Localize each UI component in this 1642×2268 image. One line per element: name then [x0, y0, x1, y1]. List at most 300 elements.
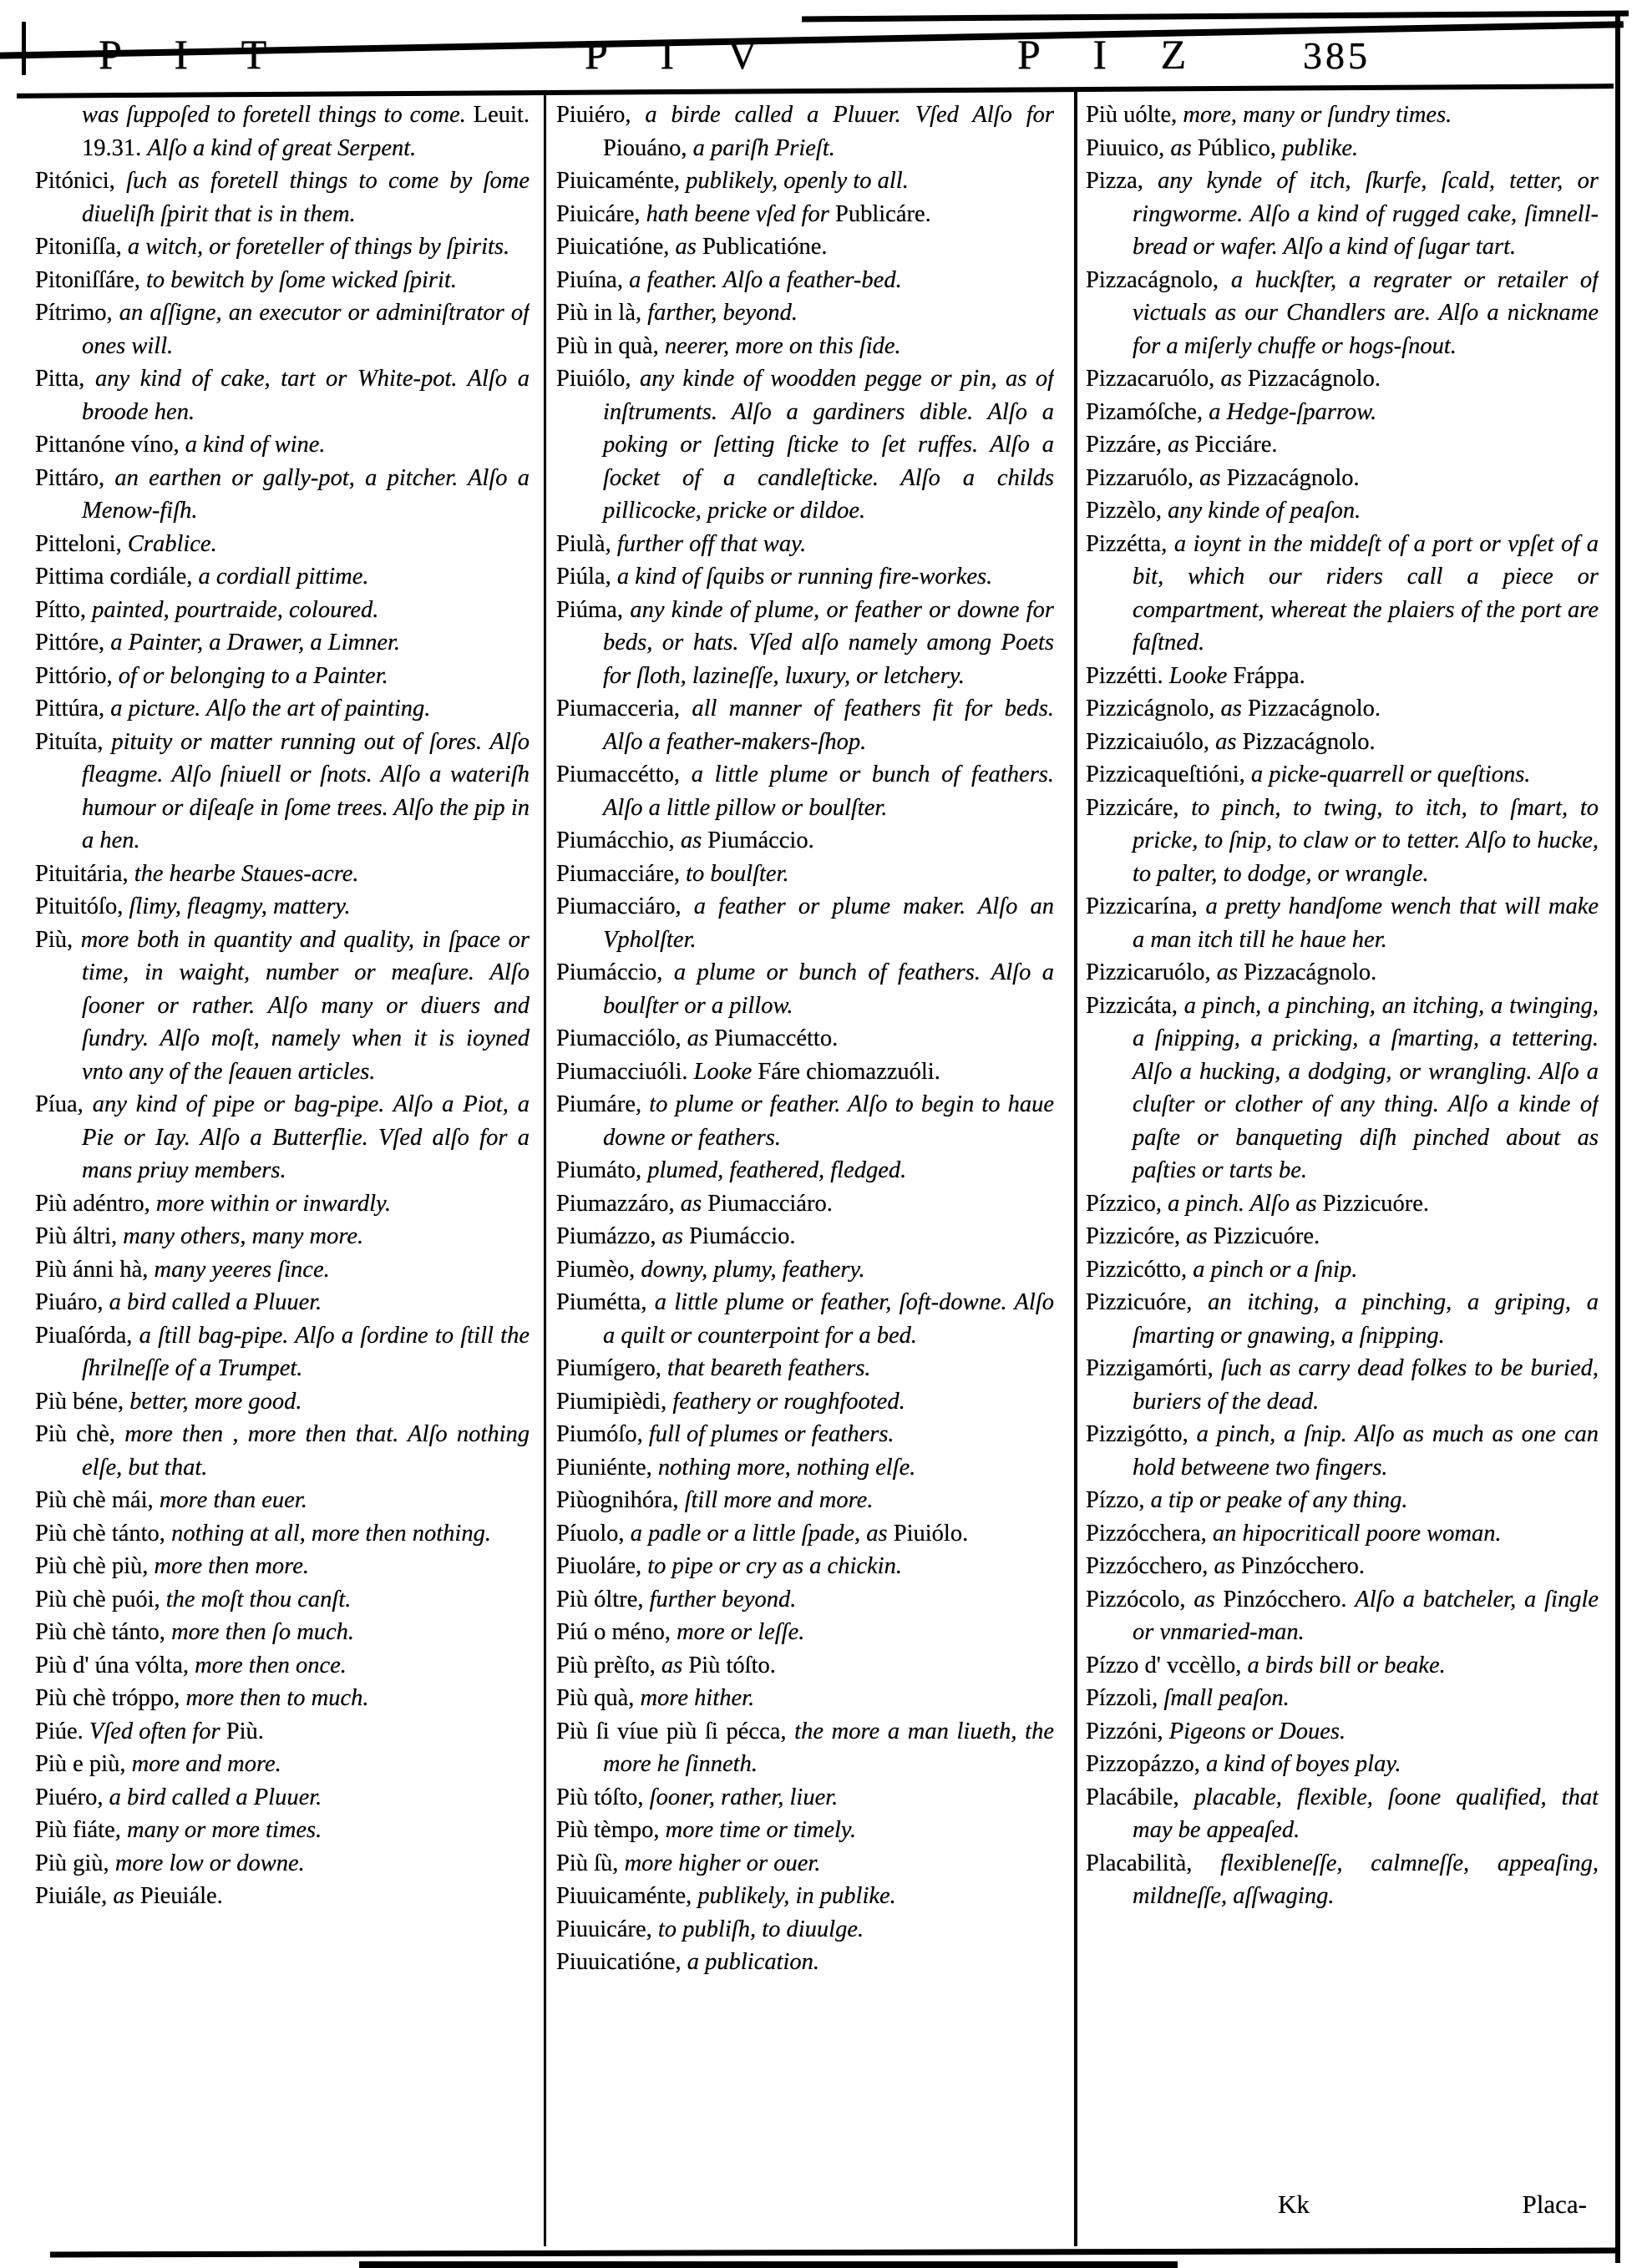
headword-text: Piuuicaménte, [556, 1883, 698, 1909]
definition-text: any kinde of plume, or feather or downe for beds, or hats. Vſed alſo namely among Poets for ſloth, lazineſſe, luxury, or letchery. [603, 596, 1054, 689]
definition-text: feathery or roughfooted. [672, 1388, 905, 1415]
headword-text: Pizzicaruólo, [1086, 959, 1217, 985]
headword-text: Pittáro, [35, 464, 115, 491]
definition-text: downy, plumy, feathery. [641, 1256, 865, 1283]
headword-text: Publicáre. [835, 200, 931, 227]
dictionary-entry [35, 692, 530, 726]
definition-text: a bird called a Pluuer. [109, 1289, 322, 1315]
headword-text: Pizzacágnolo. [1247, 696, 1381, 721]
headword-text: Piumáccio. [707, 828, 814, 853]
dictionary-entry [35, 1319, 530, 1385]
column-divider-1 [544, 92, 546, 2246]
headword-text: Pittúra, [35, 696, 111, 721]
definition-text: a kind of ſquibs or running fire-workes. [616, 564, 993, 590]
dictionary-entry [35, 1286, 530, 1319]
headword-text: Pítrimo, [35, 300, 119, 326]
headword-text: Pizzigamórti, [1086, 1355, 1221, 1381]
headword-text: Pizzicáta, [1086, 992, 1184, 1019]
dictionary-entry [1086, 758, 1599, 792]
definition-text: Crablice. [127, 530, 217, 557]
dictionary-entry [35, 1484, 530, 1517]
definition-text: flexibleneſſe, calmneſſe, appeaſing, mildneſſe, aſſwaging. [1133, 1850, 1599, 1909]
headword-text: Piumacciáre, [556, 860, 687, 887]
dictionary-entry [1086, 660, 1599, 693]
dictionary-entry [556, 1616, 1054, 1649]
definition-text: more then ſo much. [171, 1619, 355, 1645]
headword-text: Pízzo d' vccèllo, [1086, 1652, 1248, 1678]
definition-text: full of plumes or feathers. [648, 1421, 894, 1447]
dictionary-entry [35, 1748, 530, 1781]
dictionary-entry [556, 362, 1054, 528]
definition-text: as [687, 1025, 715, 1051]
dictionary-entry [1086, 1418, 1599, 1484]
definition-text: an aſſigne, an executor or adminiſtrator of ones will. [82, 300, 530, 359]
headword-text: Pizzicuóre, [1086, 1289, 1209, 1315]
dictionary-entry [35, 296, 530, 362]
dictionary-entry [35, 660, 530, 693]
headword-text: Pizzicuóre. [1213, 1223, 1320, 1249]
top-border-rule-upper [802, 11, 1629, 23]
definition-text: as [113, 1883, 140, 1909]
definition-text: more or leſſe. [677, 1619, 805, 1645]
headword-text: Più e più, [35, 1751, 132, 1777]
headword-text: Più chè, [35, 1421, 125, 1447]
definition-text: more then , more then that. Alſo nothing elſe, but that. [82, 1421, 530, 1481]
headword-text: Più chè tánto, [35, 1520, 172, 1547]
dictionary-entry [1086, 1781, 1599, 1847]
dictionary-entry [1086, 1583, 1599, 1649]
definition-text: to boulſter. [686, 860, 789, 887]
definition-text: painted, pourtraide, coloured. [92, 596, 379, 623]
headword-text: Público, [1197, 134, 1283, 161]
headword-text: Piumacciuóli. [556, 1058, 694, 1085]
header-divider-rule [17, 84, 1614, 99]
headword-text: Pizzóni, [1086, 1718, 1169, 1744]
definition-text: any kind of cake, tart or White-pot. Alſo a broode hen. [82, 366, 530, 425]
definition-text: Pigeons or Doues. [1168, 1718, 1346, 1744]
headword-text: Placábile, [1086, 1784, 1194, 1810]
definition-text: of or belonging to a Painter. [118, 662, 388, 689]
definition-text: a kind of wine. [185, 432, 326, 458]
dictionary-entry [556, 1056, 1054, 1089]
headword-text: Più chè mái, [35, 1487, 160, 1513]
headword-text: Piuuicatióne, [556, 1949, 687, 1975]
dictionary-entry [1086, 956, 1599, 990]
definition-text: more then to much. [185, 1685, 369, 1711]
definition-text: to pipe or cry as a chickin. [647, 1553, 902, 1579]
headword-text: Più quà, [556, 1685, 641, 1711]
headword-text: Più tèmpo, [556, 1817, 666, 1843]
headword-text: Pizzicaqueſtióni, [1086, 762, 1251, 787]
dictionary-entry [35, 528, 530, 561]
dictionary-entry [556, 1253, 1054, 1287]
definition-text: ſuch as foretell things to come by ſome diueliſh ſpirit that is in them. [82, 168, 530, 227]
dictionary-entry [556, 99, 1054, 165]
definition-text: ſuch as carry dead folkes to be buried, buriers of the dead. [1133, 1355, 1599, 1415]
dictionary-entry [1086, 264, 1599, 363]
definition-text: a pinch or a ſnip. [1193, 1256, 1358, 1283]
headword-text: Piumacciólo, [556, 1025, 687, 1051]
dictionary-entry [556, 1352, 1054, 1385]
dictionary-entry [35, 1418, 530, 1484]
definition-text: Alſo a batcheler, a ſingle or vnmaried-man. [1133, 1586, 1599, 1645]
definition-text: a pretty handſome wench that will make a man itch till he haue her. [1133, 894, 1599, 953]
dictionary-entry [556, 1088, 1054, 1154]
definition-text: as [1214, 1553, 1241, 1579]
headword-text: Pinzócchero. [1240, 1553, 1365, 1579]
column-divider-2 [1074, 92, 1077, 2246]
headword-text: Piulà, [556, 530, 617, 557]
headword-text: Pizzacaruólo, [1086, 366, 1221, 392]
headword-text: Piuuicáre, [556, 1916, 658, 1942]
definition-text: any kinde of woodden pegge or pin, as of inſtruments. Alſo a gardiners dible. Alſo a poking or ſetting ſticke to ſet ruffes. Alſo a ſocket of a candleſticke. Alſo a childs pillicocke, pricke or dildoe. [603, 366, 1054, 524]
dictionary-entry [1086, 396, 1599, 429]
dictionary-entry [556, 1220, 1054, 1253]
definition-text: a little plume or bunch of feathers. Alſo a little pillow or boulſter. [603, 762, 1054, 821]
dictionary-entry [1086, 1253, 1599, 1287]
headword-text: Pittanóne víno, [35, 432, 185, 458]
dictionary-entry [1086, 428, 1599, 462]
definition-text: more, many or ſundry times. [1183, 102, 1452, 128]
definition-text: the more a man liueth, the more he ſinneth. [603, 1718, 1054, 1777]
headword-text: Piuicáre, [556, 200, 646, 227]
headword-text: Piumétta, [556, 1289, 655, 1315]
dictionary-entry [35, 1220, 530, 1253]
dictionary-entry [556, 692, 1054, 758]
headword-text: Pízzico, [1086, 1190, 1168, 1217]
headword-text: Piuoláre, [556, 1553, 648, 1579]
dictionary-entry [556, 1847, 1054, 1881]
dictionary-entry [35, 1715, 530, 1749]
definition-text: more then more. [154, 1553, 309, 1579]
definition-text: a picture. Alſo the art of painting. [110, 696, 431, 721]
dictionary-entry [1086, 1682, 1599, 1715]
dictionary-entry [556, 1022, 1054, 1056]
definition-text: a feather. Alſo a feather-bed. [629, 266, 902, 293]
definition-text: a ſtill bag-pipe. Alſo a ſordine to ſtill the ſhrilneſſe of a Trumpet. [82, 1322, 530, 1381]
definition-text: an itching, a pinching, a griping, a ſmarting or gnawing, a ſnipping. [1133, 1289, 1599, 1349]
headword-text: Piumacciáro, [556, 894, 694, 919]
dictionary-entry [556, 956, 1054, 1022]
definition-text: as [680, 1190, 708, 1217]
dictionary-entry [556, 1682, 1054, 1715]
definition-text: a witch, or foreteller of things by ſpirits. [127, 234, 510, 260]
definition-text: many yeeres ſince. [154, 1256, 330, 1283]
dictionary-entry [1086, 1484, 1599, 1517]
definition-text: a pinch, a pinching, an itching, a twinging, a ſnipping, a pricking, a ſmarting, a tettering. Alſo a hucking, a dodging, or wrangling. Alſo a cluſter or clother of any thing. Alſo a kinde of paſte or banqueting diſh pinched about as paſties or tarts be. [1133, 992, 1599, 1183]
dictionary-entry [556, 1649, 1054, 1683]
definition-text: publikely, openly to all. [686, 168, 909, 194]
definition-text: more and more. [131, 1751, 281, 1777]
dictionary-entry [1086, 1748, 1599, 1781]
headword-text: Più. [226, 1718, 264, 1744]
dictionary-entry [1086, 890, 1599, 956]
dictionary-entry [1086, 1220, 1599, 1253]
dictionary-entry [556, 330, 1054, 363]
headword-text: Piuiále, [35, 1883, 114, 1909]
headword-text: Pizzacágnolo. [1226, 464, 1360, 491]
headword-text: Pituitóſo, [35, 894, 129, 919]
headword-text: Pizzicaiuólo, [1086, 728, 1216, 755]
headword-text: Pizzacágnolo. [1247, 366, 1381, 392]
definition-text: more time or timely. [665, 1817, 857, 1843]
bottom-edge-bar [359, 2261, 1178, 2268]
headword-text: Piúe. [35, 1718, 89, 1744]
running-head-piv: P I V [585, 31, 779, 78]
dictionary-entry [1086, 528, 1599, 660]
headword-text: Picciáre. [1194, 432, 1278, 458]
definition-text: a pinch. Alſo as [1168, 1190, 1323, 1217]
headword-text: Piumázzo, [556, 1223, 662, 1249]
headword-text: Fráppa. [1233, 662, 1305, 689]
definition-text: Looke [693, 1058, 758, 1085]
dictionary-entry [556, 165, 1054, 198]
definition-text: a publication. [687, 1949, 820, 1975]
dictionary-entry [35, 1649, 530, 1683]
headword-text: Piumaccétto, [556, 762, 692, 787]
dictionary-entry [1086, 1517, 1599, 1551]
dictionary-entry [35, 1253, 530, 1287]
dictionary-entry [1086, 1352, 1599, 1418]
definition-text: publike. [1282, 134, 1359, 161]
definition-text: as [680, 828, 708, 853]
headword-text: Pizzáre, [1086, 432, 1168, 458]
headword-text: Pizzócchero, [1086, 1553, 1214, 1579]
dictionary-entry [35, 99, 530, 165]
dictionary-entry [35, 362, 530, 428]
dictionary-entry [556, 824, 1054, 858]
headword-text: Píuolo, [556, 1520, 631, 1547]
definition-text: to pinch, to twing, to itch, to ſmart, to pricke, to ſnip, to claw or to tetter. Alſo to hucke, to palter, to dodge, or wrangle. [1133, 794, 1599, 887]
headword-text: Piúma, [556, 596, 631, 623]
headword-text: Pituitária, [35, 860, 134, 887]
dictionary-entry [1086, 726, 1599, 759]
headword-text: Pizzétta, [1086, 530, 1174, 557]
definition-text: ſooner, rather, liuer. [649, 1784, 839, 1810]
headword-text: Pitteloni, [35, 530, 128, 557]
dictionary-entry [556, 858, 1054, 891]
headword-text: Più chè tánto, [35, 1619, 172, 1645]
definition-text: as [1186, 1223, 1214, 1249]
dictionary-entry [1086, 792, 1599, 891]
dictionary-entry [35, 1847, 530, 1881]
definition-text: many or more times. [127, 1817, 322, 1843]
catchword: Placa- [1522, 2190, 1587, 2219]
dictionary-entry [1086, 1286, 1599, 1352]
right-border-rule [1615, 15, 1620, 2263]
definition-text: ſtill more and more. [684, 1487, 874, 1513]
dictionary-entry [556, 1880, 1054, 1913]
headword-text: Piuáro, [35, 1289, 109, 1315]
footer-line [1086, 2190, 1587, 2220]
definition-text: all manner of feathers fit for beds. Alſo a feather-makers-ſhop. [603, 696, 1054, 755]
headword-text: Piumacceria, [556, 696, 692, 721]
dictionary-entry [1086, 1847, 1599, 1913]
headword-text: Pizzicágnolo, [1086, 696, 1221, 721]
definition-text: a birds bill or beake. [1247, 1652, 1446, 1678]
dictionary-entry [35, 1682, 530, 1715]
definition-text: farther, beyond. [647, 300, 798, 326]
headword-text: Più óltre, [556, 1586, 650, 1612]
headword-text: Più adéntro, [35, 1190, 156, 1217]
headword-text: Pizzacágnolo. [1242, 728, 1376, 755]
headword-text: Piumácchio, [556, 828, 681, 853]
dictionary-entry [556, 1484, 1054, 1517]
definition-text: as [1215, 728, 1243, 755]
definition-text: more low or downe. [114, 1850, 305, 1876]
headword-text: Pizzacágnolo. [1244, 959, 1377, 985]
dictionary-entry [35, 1583, 530, 1617]
definition-text: a bird called a Pluuer. [109, 1784, 322, 1810]
definition-text: Vſed often for [89, 1718, 226, 1744]
headword-text: Pizzaruólo, [1086, 464, 1200, 491]
headword-text: Più uólte, [1086, 102, 1183, 128]
definition-text: neerer, more on this ſide. [664, 332, 901, 359]
definition-text: a padle or a little ſpade, as [630, 1520, 894, 1547]
dictionary-entry [556, 1583, 1054, 1617]
definition-text: Looke [1168, 662, 1234, 689]
dictionary-entry [35, 626, 530, 660]
headword-text: Pítto, [35, 596, 93, 623]
headword-text: Pízzoli, [1086, 1685, 1164, 1711]
dictionary-entry [35, 890, 530, 924]
dictionary-entry [1086, 462, 1599, 495]
headword-text: Più d' úna vólta, [35, 1652, 195, 1678]
definition-text: a ioynt in the middeſt of a port or vpſet of a bit, which our riders call a piece or compartment, whereat the plaiers of the port are faſtned. [1133, 530, 1599, 656]
dictionary-entry [1086, 1550, 1599, 1583]
dictionary-entry [35, 264, 530, 297]
definition-text: a little plume or feather, ſoft-downe. Alſo a quilt or counterpoint for a bed. [603, 1289, 1054, 1349]
headword-text: Pitoniſſa, [35, 234, 128, 260]
dictionary-entry [35, 858, 530, 891]
dictionary-entry [556, 594, 1054, 693]
definition-text: ſmall peaſon. [1163, 1685, 1290, 1711]
dictionary-entry [556, 1286, 1054, 1352]
headword-text: Pizzicarína, [1086, 894, 1206, 919]
definition-text: more than euer. [159, 1487, 307, 1513]
headword-text: Pizzicóre, [1086, 1223, 1187, 1249]
headword-text: Pizzicáre, [1086, 794, 1192, 821]
running-head-pit: P I T [99, 31, 289, 78]
headword-text: Più ſù, [556, 1850, 625, 1876]
headword-text: Piuína, [556, 266, 630, 293]
headword-text: Piuéro, [35, 1784, 109, 1810]
dictionary-entry [556, 758, 1054, 824]
dictionary-column-3 [1086, 99, 1599, 2246]
dictionary-entry [556, 1517, 1054, 1551]
dictionary-entry [556, 1154, 1054, 1187]
dictionary-entry [1086, 362, 1599, 396]
definition-text: the moſt thou canſt. [165, 1586, 352, 1612]
headword-text: Più, [35, 926, 81, 953]
definition-text: as [1170, 134, 1198, 161]
headword-text: Pizzócchera, [1086, 1520, 1213, 1547]
dictionary-entry [556, 1781, 1054, 1815]
definition-text: as [1199, 464, 1227, 491]
dictionary-column-1 [35, 99, 530, 2246]
left-border-tick [22, 22, 26, 75]
definition-text: further beyond. [649, 1586, 797, 1612]
definition-text: as [1220, 696, 1248, 721]
definition-text: as [675, 234, 702, 260]
headword-text: Più giù, [35, 1850, 115, 1876]
definition-text: better, more good. [129, 1388, 302, 1415]
dictionary-entry [556, 1451, 1054, 1485]
definition-text: any kind of pipe or bag-pipe. Alſo a Piot, a Pie or Iay. Alſo a Butterflie. Vſed alſo for a mans priuy members. [82, 1091, 530, 1183]
bottom-border-rule [50, 2248, 1620, 2258]
definition-text: as [1168, 432, 1195, 458]
headword-text: Pieuiále. [139, 1883, 223, 1909]
headword-text: Pitoniſſáre, [35, 266, 146, 293]
definition-text: a pariſh Prieſt. [692, 134, 835, 161]
headword-text: Pízzo, [1086, 1487, 1151, 1513]
headword-text: Pizzétti. [1086, 662, 1169, 689]
dictionary-entry [1086, 99, 1599, 132]
dictionary-entry [556, 1913, 1054, 1947]
dictionary-entry [556, 528, 1054, 561]
headword-text: Piumáto, [556, 1157, 648, 1183]
dictionary-entry [1086, 990, 1599, 1187]
running-head-piz: P I Z [1017, 31, 1209, 78]
definition-text: more both in quantity and quality, in ſpace or time, in waight, number or meaſure. Alſo ſooner or rather. Alſo many or diuers and ſundry. Alſo moſt, namely when it is ioyned vnto any of the ſeauen articles. [80, 926, 530, 1085]
dictionary-entry [1086, 692, 1599, 726]
headword-text: Più chè tróppo, [35, 1685, 186, 1711]
headword-text: Più fiáte, [35, 1817, 128, 1843]
headword-text: Più tóſto, [556, 1784, 650, 1810]
headword-text: Piumazzáro, [556, 1190, 681, 1217]
headword-text: Piuicaménte, [556, 168, 687, 194]
headword-text: Piumóſo, [556, 1421, 649, 1447]
headword-text: Piùognihóra, [556, 1487, 685, 1513]
headword-text: Più tóſto. [688, 1652, 776, 1678]
headword-text: Piumacciáro. [707, 1190, 833, 1217]
definition-text: a huckſter, a regrater or retailer of victuals as our Chandlers are. Alſo a nickname for a miſerly chuffe or hogs-ſnout. [1133, 266, 1599, 359]
headword-text: Fáre chiomazzuóli. [758, 1058, 940, 1085]
definition-text: as [1220, 366, 1248, 392]
headword-text: Più áltri, [35, 1223, 124, 1249]
headword-text: Piumígero, [556, 1355, 667, 1381]
definition-text: an hipocriticall poore woman. [1212, 1520, 1502, 1547]
headword-text: Pitta, [35, 366, 96, 392]
definition-text: placable, flexible, ſoone qualified, that may be appeaſed. [1133, 1784, 1599, 1843]
definition-text: hath beene vſed for [646, 200, 835, 227]
definition-text: a plume or bunch of feathers. Alſo a boulſter or a pillow. [603, 959, 1054, 1019]
definition-text: a Painter, a Drawer, a Limner. [110, 630, 401, 656]
headword-text: Più béne, [35, 1388, 130, 1415]
definition-text: any kinde of peaſon. [1168, 498, 1361, 524]
dictionary-entry [556, 1715, 1054, 1781]
headword-text: Più prèſto, [556, 1652, 661, 1678]
definition-text: as [1216, 959, 1244, 985]
headword-text: Pizzicuóre. [1322, 1190, 1430, 1217]
definition-text: a birde called a Pluuer. Vſed Alſo for [645, 102, 1054, 128]
dictionary-entry [556, 264, 1054, 297]
definition-text: Alſo a kind of great Serpent. [147, 134, 417, 161]
definition-text: pituity or matter running out of ſores. Alſo fleagme. Alſo ſniuell or ſnots. Alſo a wateriſh humour or diſeaſe in ſome trees. Alſo the pip in a hen. [82, 728, 530, 853]
headword-text: Pizzigótto, [1086, 1421, 1197, 1447]
headword-text: Più chè più, [35, 1553, 155, 1579]
definition-text: to publiſh, to diuulge. [657, 1916, 864, 1942]
dictionary-entry [1086, 1715, 1599, 1749]
headword-text: Pizzèlo, [1086, 498, 1168, 524]
dictionary-entry [556, 1187, 1054, 1221]
definition-text: to plume or feather. Alſo to begin to haue downe or feathers. [603, 1091, 1054, 1151]
dictionary-entry [556, 890, 1054, 956]
dictionary-entry [35, 462, 530, 528]
definition-text: more hither. [640, 1685, 755, 1711]
dictionary-entry [35, 1187, 530, 1221]
headword-text: Placabilità, [1086, 1850, 1221, 1876]
